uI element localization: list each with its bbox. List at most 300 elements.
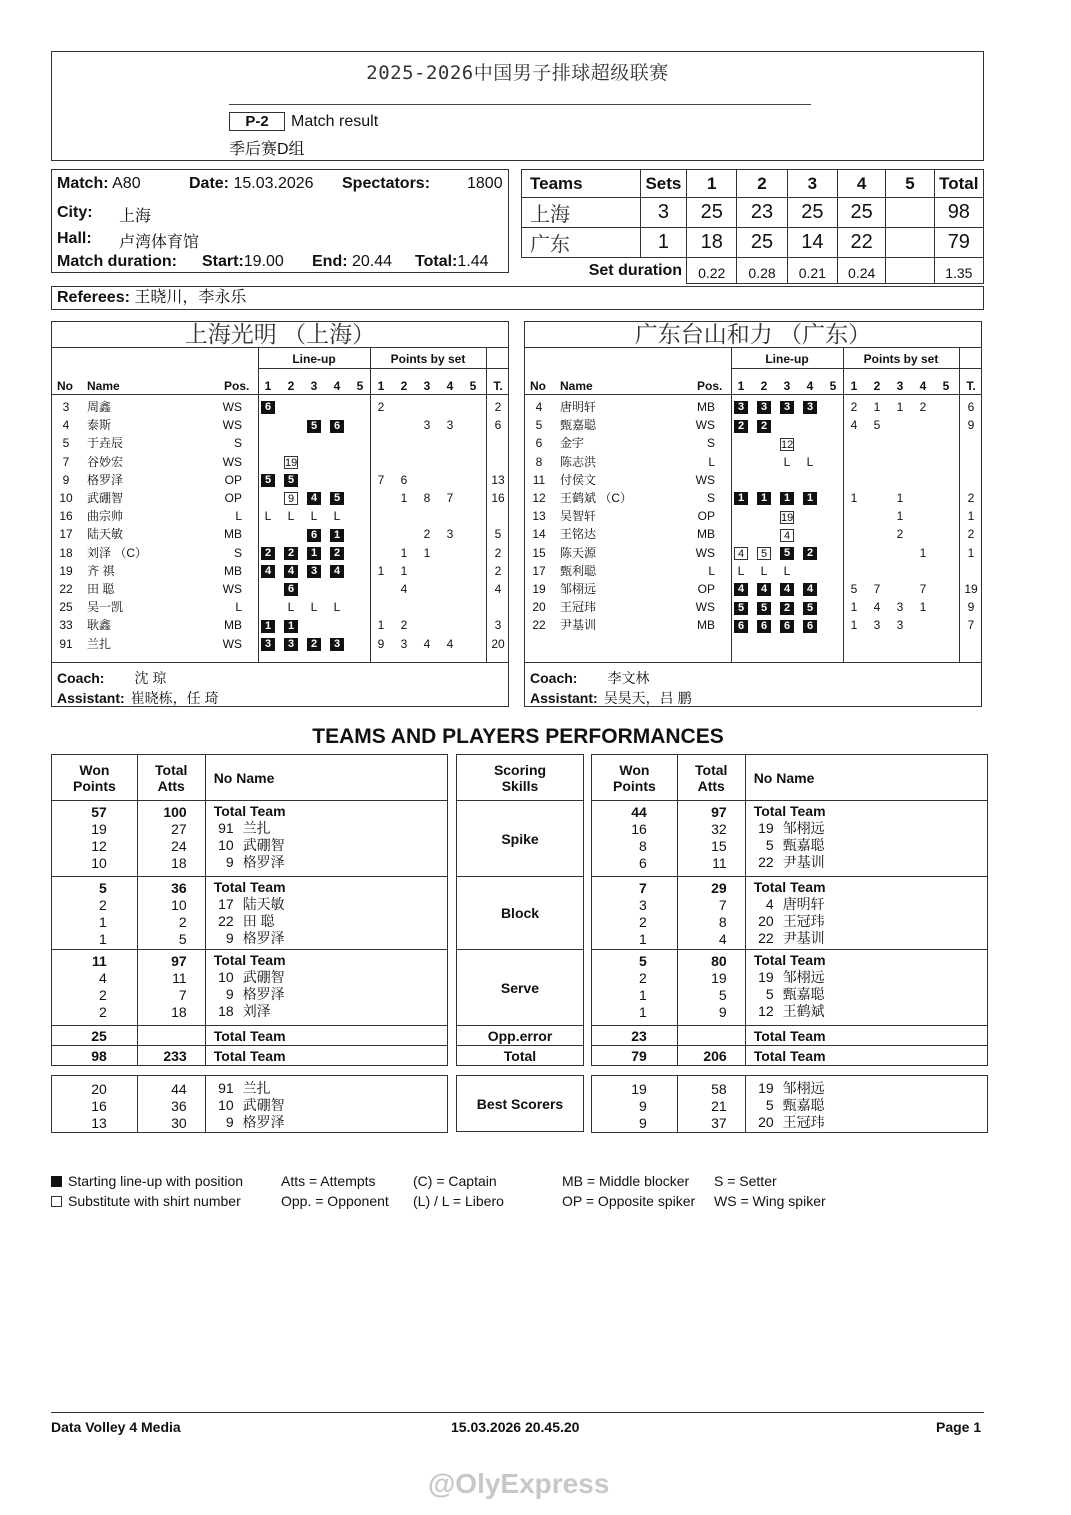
atts-cell [137,877,205,950]
atts [678,804,727,872]
perf-no-line: 19 [758,820,774,836]
player-name: 陆天敏 [87,527,124,542]
perf-name-line: 田 聪 [242,913,275,929]
skill-label: Opp.error [457,1026,584,1046]
total-atts-header: Total Atts [137,755,205,801]
starting-position: 4 [307,492,321,505]
atts-cell [137,1026,205,1046]
starting-position: 4 [757,583,771,596]
points-by-set-header: Points by set [390,352,466,366]
player-row [52,562,508,580]
lineup-cell [307,416,321,434]
player-position: WS [222,400,242,414]
atts-line: 11 [712,855,727,871]
set-points: 3 [446,527,454,542]
starting-position: 6 [780,620,794,633]
player-name: 吴智轩 [560,509,597,524]
player-position: OP [224,491,242,505]
won-line: 1 [99,914,107,930]
atts-line: 15 [711,838,727,854]
empty-square-icon [51,1196,62,1207]
won-line: 20 [91,1081,107,1097]
lineup-cell [803,544,817,562]
referees-box [51,286,984,310]
watermark: @OlyExpress [428,1468,610,1499]
set-points: 9 [377,636,385,651]
lineup-cell [734,489,748,507]
perf-table-away [591,754,988,1066]
lineup-cell [284,562,298,580]
skills-row [457,1076,584,1132]
player-row [52,434,508,452]
footer-page: Page 1 [936,1419,982,1435]
lineup-cell [330,525,344,543]
player-total: 13 [491,472,505,487]
points-set-header: 3 [896,379,904,393]
player-position: WS [222,582,242,596]
player-position: OP [697,582,715,596]
lineup-cell [780,616,794,634]
name-header: Name [87,379,120,393]
won-line: 6 [639,855,647,871]
points-by-set-header: Points by set [863,352,939,366]
player-row [525,416,981,434]
footer-divider [51,1412,984,1413]
lineup-set-header: 5 [829,379,837,393]
perf-no-line: 22 [758,854,774,870]
name-lines [214,952,447,1020]
libero-mark: L [264,509,272,524]
atts-line: 19 [711,970,727,986]
perf-header-row [592,755,988,801]
player-number: 22 [59,582,73,596]
starting-position: 6 [261,401,275,414]
won [592,953,647,1021]
player-position: MB [224,618,242,633]
libero-mark: L [287,600,295,615]
sets-header: 1 [687,170,737,198]
starting-position: 2 [780,602,794,615]
columns-header-divider [525,394,981,395]
perf-name-line: 兰扎 [242,1080,271,1096]
perf-name-line: 武硼智 [242,837,285,853]
assistant-row [530,688,692,708]
starting-position: 3 [261,638,275,651]
player-position: WS [695,545,715,560]
hall-value: 卢湾体育馆 [119,234,200,251]
set-duration: 0.22 [687,258,737,284]
starting-position: 6 [284,583,298,596]
name-lines [214,1080,447,1131]
legend-atts: Atts = Attempts [281,1173,376,1189]
set-points: 7 [446,491,454,505]
name-lines [754,879,987,947]
no-name-header: No Name [745,755,987,801]
set-points: 1 [850,600,858,615]
player-name: 兰扎 [87,636,112,651]
columns-header-divider [52,394,508,395]
substitute-number: 12 [781,438,794,451]
legend-mb: MB = Middle blocker [562,1173,690,1189]
header-box [51,51,984,161]
starting-position: 6 [803,620,817,633]
perf-no-line: 20 [758,1114,774,1130]
sets-table-wrap [521,169,984,281]
starting-position: 2 [307,638,321,651]
atts-cell [677,877,745,950]
player-row [52,471,508,489]
lineup-cell [330,416,344,434]
won-line: 7 [639,880,647,896]
won-cell [592,1076,678,1133]
skills-row [457,950,584,1026]
name-lines [754,952,987,1020]
total-score: 98 [934,198,983,228]
player-total: 16 [491,491,505,505]
player-name: 格罗泽 [87,472,124,487]
away-team-box [524,321,982,707]
legend-text: Substitute with shirt number [68,1193,241,1209]
name-lines [214,803,447,871]
coach-name: 沈 琼 [134,670,167,686]
lineup-cell [803,398,817,416]
set-points: 4 [873,600,881,615]
won-cell [592,801,678,877]
player-number: 14 [532,527,546,542]
player-number: 33 [59,618,73,633]
atts-cell: 206 [677,1046,745,1066]
player-position: L [708,454,715,469]
perf-name-line: Total Team [213,803,286,819]
legend-op: OP = Opposite spiker [562,1193,696,1209]
lineup-cell [284,489,298,507]
set-points: 3 [400,636,408,651]
player-position: MB [697,618,715,633]
best-scorers-home [51,1075,448,1133]
lineup-set-header: 5 [356,379,364,393]
filled-square-icon [51,1176,62,1187]
set-duration [886,258,934,284]
player-number: 19 [532,582,546,596]
name-cell [205,801,447,877]
won-line: 2 [639,914,647,930]
lineup-cell [803,580,817,598]
name-cell [205,950,447,1026]
set-points: 5 [850,582,858,596]
name-cell: Total Team [205,1046,447,1066]
pos-header: Pos. [224,379,250,393]
player-position: S [706,436,715,451]
lineup-cell [261,635,275,653]
lineup-cell [261,616,275,634]
name-lines [754,803,987,871]
atts-line: 37 [711,1115,727,1131]
set-duration: 0.24 [838,258,886,284]
perf-summary-row [52,1046,448,1066]
atts-line: 10 [171,897,187,913]
player-number: 7 [62,454,70,469]
perf-section-row [592,950,988,1026]
atts-line: 27 [171,821,187,837]
player-name: 齐 祺 [87,563,115,578]
atts-line: 36 [171,1098,187,1114]
set-points: 2 [377,400,385,414]
perf-name-line: Total Team [753,803,826,819]
legend-libero: (L) / L = Libero [413,1193,504,1209]
coach-row [530,668,649,688]
sets-header: Sets [640,170,686,198]
lineup-cell [757,398,771,416]
perf-section-row [52,950,448,1026]
legend-ws: WS = Wing spiker [714,1193,826,1209]
perf-no-line: 91 [218,1080,234,1096]
perf-no-line: 19 [758,1080,774,1096]
won [52,1081,107,1132]
no-name-header: No Name [205,755,447,801]
player-position: S [706,491,715,505]
atts [678,880,727,948]
lineup-cell [307,562,321,580]
lineup-cell [803,453,817,471]
starting-position: 1 [780,492,794,505]
set-points: 1 [896,491,904,505]
set-points: 1 [919,600,927,615]
atts [138,880,187,948]
atts-cell [677,950,745,1026]
atts-cell: 233 [137,1046,205,1066]
match-info [51,169,509,273]
atts-line: 80 [711,953,727,969]
points-set-header: 1 [377,379,385,393]
set-score: 14 [787,228,837,258]
perf-name [243,1080,285,1131]
player-row [525,471,981,489]
won-points-header: Won Points [592,755,678,801]
player-number: 91 [59,636,73,651]
atts-line: 18 [171,1004,187,1020]
player-name: 刘泽 （C） [87,545,148,560]
set-points: 2 [919,400,927,414]
lineup-cell [757,416,771,434]
won-line: 19 [91,821,107,837]
won-line: 2 [99,987,107,1003]
atts [138,804,187,872]
won-line: 12 [91,838,107,854]
sets-header: 4 [838,170,886,198]
player-number: 15 [532,545,546,560]
perf-no-line: 10 [218,1097,234,1113]
perf-name-line: 格罗泽 [242,1114,285,1130]
player-position: L [708,563,715,578]
spectators-count: 1800 [467,175,503,192]
perf-name-line: 尹基训 [782,930,825,946]
player-total: 6 [494,418,502,433]
city-value: 上海 [119,208,152,225]
lineup-cell [780,489,794,507]
perf-name-line: 格罗泽 [242,854,285,870]
starting-position: 5 [780,547,794,560]
title-divider [229,104,811,105]
pos-header: Pos. [697,379,723,393]
team-full-name: 广东台山和力 （广东） [525,322,981,348]
perf-name-line: Total Team [753,879,826,895]
name-lines [214,879,447,947]
atts-line: 44 [171,1081,187,1097]
set-points: 4 [423,636,431,651]
player-row [52,525,508,543]
set-points: 1 [423,545,431,560]
player-number: 22 [532,618,546,633]
starting-position: 2 [803,547,817,560]
perf-table-home [51,754,448,1066]
won-line: 1 [639,987,647,1003]
won-cell: 23 [592,1026,678,1046]
set-points: 4 [850,418,858,433]
lineup-cell [757,489,771,507]
atts-line: 30 [171,1115,187,1131]
lineup-set-header: 1 [737,379,745,393]
player-number: 3 [62,400,70,414]
set-duration-total: 1.35 [934,258,983,284]
player-total: 19 [964,582,978,596]
lineup-cell [261,544,275,562]
starting-position: 4 [803,583,817,596]
player-number: 20 [532,600,546,615]
won-cell [592,877,678,950]
player-total: 7 [967,618,975,633]
won [592,880,647,948]
lineup-cell [284,635,298,653]
lineup-header-divider [258,368,508,369]
legend-opp: Opp. = Opponent [281,1193,389,1209]
player-position: L [235,600,242,615]
atts [678,1081,727,1132]
atts-line: 11 [172,970,187,986]
perf-summary-row [592,1026,988,1046]
atts-cell [137,801,205,877]
sets-row-away [522,228,984,258]
team-name: 上海 [522,198,641,228]
name-cell [745,1076,987,1133]
perf-no-line: 5 [765,837,774,853]
won-line: 4 [99,970,107,986]
lineup-cell [307,489,321,507]
won-cell [52,877,138,950]
end-label: End: [312,253,348,270]
sets-table [521,169,984,284]
legend-s: S = Setter [714,1173,777,1189]
libero-mark: L [783,563,791,578]
lineup-cell [284,471,298,489]
team-name: 广东 [522,228,641,258]
player-name: 王鹤斌 （C） [560,491,633,505]
starting-position: 5 [734,602,748,615]
atts-line: 24 [171,838,187,854]
perf-no-line: 17 [218,896,234,912]
coach-label: Coach: [530,670,578,686]
won-points-header: Won Points [52,755,138,801]
atts-line: 18 [171,855,187,871]
won-cell [52,950,138,1026]
player-position: MB [697,400,715,414]
sets-header: 3 [787,170,837,198]
perf-no-line: 18 [218,1003,234,1019]
legend-captain: (C) = Captain [413,1173,497,1189]
set-score [886,228,934,258]
won-line: 2 [639,970,647,986]
player-name: 耿鑫 [87,618,112,633]
lineup-cell [780,544,794,562]
atts-line: 97 [711,804,727,820]
player-total: 4 [494,582,502,596]
match-date: 15.03.2026 [233,175,314,192]
player-row [525,580,981,598]
lineup-cell [734,398,748,416]
atts-line: 58 [711,1081,727,1097]
lineup-cell [330,507,344,525]
set-points: 7 [873,582,881,596]
skills-row [457,755,584,801]
lineup-cell [757,580,771,598]
coach-divider [52,662,508,663]
footer-left: Data Volley 4 Media [51,1419,181,1435]
player-name: 谷妙宏 [87,454,124,469]
player-total: 2 [494,545,502,560]
set-score: 25 [838,198,886,228]
perf-no-line: 9 [225,854,234,870]
no-header: No [530,379,546,393]
perf-no-line: 5 [765,986,774,1002]
legend-text: Starting line-up with position [68,1173,244,1189]
perf-no [754,1080,774,1131]
lineup-cell [330,562,344,580]
set-points: 4 [446,636,454,651]
lineup-cell [780,562,794,580]
set-score: 25 [687,198,737,228]
skill-label: Block [457,877,584,950]
won [592,804,647,872]
set-duration: 0.28 [737,258,787,284]
lineup-cell [307,507,321,525]
perf-summary-row [52,1026,448,1046]
player-number: 10 [59,491,73,505]
lineup-cell [261,471,275,489]
skill-label: Total [457,1046,584,1066]
sets-row-home [522,198,984,228]
won-cell [52,801,138,877]
won-line: 57 [91,804,107,820]
scoring-skills-header: Scoring Skills [457,755,584,801]
player-row [525,453,981,471]
set-points: 1 [377,618,385,633]
starting-position: 5 [307,420,321,433]
set-points: 1 [400,545,408,560]
won-line: 1 [99,931,107,947]
lineup-cell [780,507,794,525]
player-row [52,453,508,471]
lineup-set-header: 4 [333,379,341,393]
player-name: 吴一凯 [87,600,124,615]
player-total: 9 [967,418,975,433]
set-points: 8 [423,491,431,505]
lineup-cell [261,562,275,580]
lineup-cell [284,598,298,616]
lineup-cell [330,598,344,616]
lineup-set-header: 2 [287,379,295,393]
lineup-cell [780,525,794,543]
perf-no-line: 20 [758,913,774,929]
lineup-cell [780,434,794,452]
